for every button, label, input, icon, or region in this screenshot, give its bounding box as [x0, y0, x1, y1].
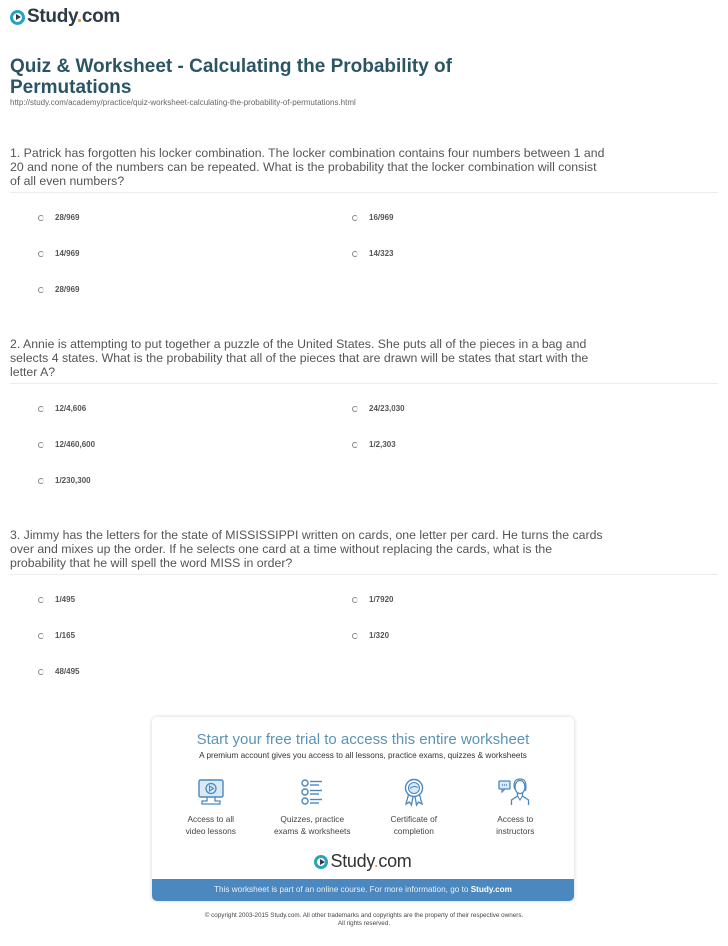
question-1 [10, 147, 718, 303]
feature-label: Access to all video lessons [185, 814, 236, 836]
option[interactable] [352, 213, 393, 222]
video-lesson-icon [196, 777, 226, 807]
option[interactable] [38, 476, 91, 485]
option[interactable] [352, 249, 393, 258]
radio-icon[interactable] [352, 251, 358, 257]
radio-icon[interactable] [352, 597, 358, 603]
question-2 [10, 338, 718, 494]
copyright-notice [0, 912, 728, 928]
radio-icon[interactable] [38, 287, 44, 293]
option[interactable] [38, 404, 86, 413]
option-label: 12/460,600 [55, 440, 96, 450]
option-label: 48/495 [55, 667, 80, 677]
rights-line: All rights reserved. [337, 920, 391, 927]
feature-label: Certificate of completion [390, 814, 438, 836]
option[interactable] [38, 631, 75, 640]
play-logo-icon [10, 10, 25, 25]
answer-options [10, 575, 718, 685]
question-text: 3. Jimmy has the letters for the state of MISSISSIPPI written on cards, one letter per card. He turns the cards over and mixes up the order. If he selects one card at a time without replacing the cards, what is the probability that he will spell the word MISS in order? [10, 529, 718, 575]
option-label: 28/969 [55, 285, 80, 295]
promo-study-logo[interactable] [152, 851, 574, 872]
option[interactable] [352, 404, 405, 413]
radio-icon[interactable] [38, 597, 44, 603]
question-text: 2. Annie is attempting to put together a puzzle of the United States. She puts all of the pieces in a bag and selects 4 states. What is the probability that all of the pieces that are drawn will be states that start with the letter A? [10, 338, 718, 384]
banner-text: This worksheet is part of an online course. For more information, go to [214, 885, 471, 894]
logo-text: Study.com [27, 6, 121, 27]
promo-title: Start your free trial to access this entire worksheet [196, 731, 530, 748]
option[interactable] [352, 440, 396, 449]
radio-icon[interactable] [38, 215, 44, 221]
radio-icon[interactable] [352, 442, 358, 448]
option-label: 28/969 [55, 213, 80, 223]
promo-banner[interactable] [152, 879, 574, 901]
option[interactable] [38, 249, 79, 258]
logo-text: Study.com [330, 851, 412, 871]
feature-label: Access to instructors [496, 814, 535, 836]
radio-icon[interactable] [38, 633, 44, 639]
option-label: 1/165 [55, 631, 76, 641]
promo-subtitle: A premium account gives you access to all lessons, practice exams, quizzes & worksheets [199, 751, 527, 760]
copyright-line: © copyright 2003-2015 Study.com. All other trademarks and copyrights are the property of their respective owners. [204, 912, 524, 919]
option[interactable] [352, 631, 389, 640]
option-label: 1/320 [369, 631, 390, 641]
option-label: 12/4,606 [55, 404, 87, 414]
radio-icon[interactable] [38, 251, 44, 257]
radio-icon[interactable] [352, 215, 358, 221]
option-label: 1/495 [55, 595, 76, 605]
study-logo[interactable] [10, 6, 120, 28]
option-label: 24/23,030 [369, 404, 405, 414]
certificate-icon [399, 777, 429, 807]
answer-options [10, 384, 718, 494]
page-url[interactable]: http://study.com/academy/practice/quiz-worksheet-calculating-the-probability-of-permutations.html [10, 98, 356, 107]
radio-icon[interactable] [38, 478, 44, 484]
feature-instructors [468, 777, 563, 837]
option-label: 14/969 [55, 249, 80, 259]
radio-icon[interactable] [38, 669, 44, 675]
option-label: 16/969 [369, 213, 394, 223]
option-label: 1/2,303 [369, 440, 396, 450]
option[interactable] [38, 667, 79, 676]
radio-icon[interactable] [352, 633, 358, 639]
radio-icon[interactable] [38, 442, 44, 448]
page-title: Quiz & Worksheet - Calculating the Probability of Permutations [10, 56, 452, 98]
option-label: 14/323 [369, 249, 394, 259]
feature-video-lessons [163, 777, 258, 837]
option-label: 1/7920 [369, 595, 394, 605]
option[interactable] [38, 595, 75, 604]
option-label: 1/230,300 [55, 476, 91, 486]
question-text: 1. Patrick has forgotten his locker combination. The locker combination contains four numbers between 1 and 20 and none of the numbers can be repeated. What is the probability that the locker combination will consist of all even numbers? [10, 147, 718, 193]
option[interactable] [38, 440, 95, 449]
feature-label: Quizzes, practice exams & worksheets [273, 814, 351, 836]
instructor-icon [497, 777, 533, 807]
play-logo-icon [314, 855, 328, 869]
radio-icon[interactable] [352, 406, 358, 412]
answer-options [10, 193, 718, 303]
option[interactable] [38, 213, 79, 222]
radio-icon[interactable] [38, 406, 44, 412]
quiz-list-icon [297, 777, 327, 807]
feature-certificate [366, 777, 461, 837]
study-link[interactable]: Study.com [470, 885, 512, 894]
option[interactable] [38, 285, 79, 294]
feature-quizzes [265, 777, 360, 837]
free-trial-promo[interactable] [152, 717, 574, 901]
option[interactable] [352, 595, 393, 604]
feature-list [152, 777, 574, 837]
question-3 [10, 529, 718, 685]
